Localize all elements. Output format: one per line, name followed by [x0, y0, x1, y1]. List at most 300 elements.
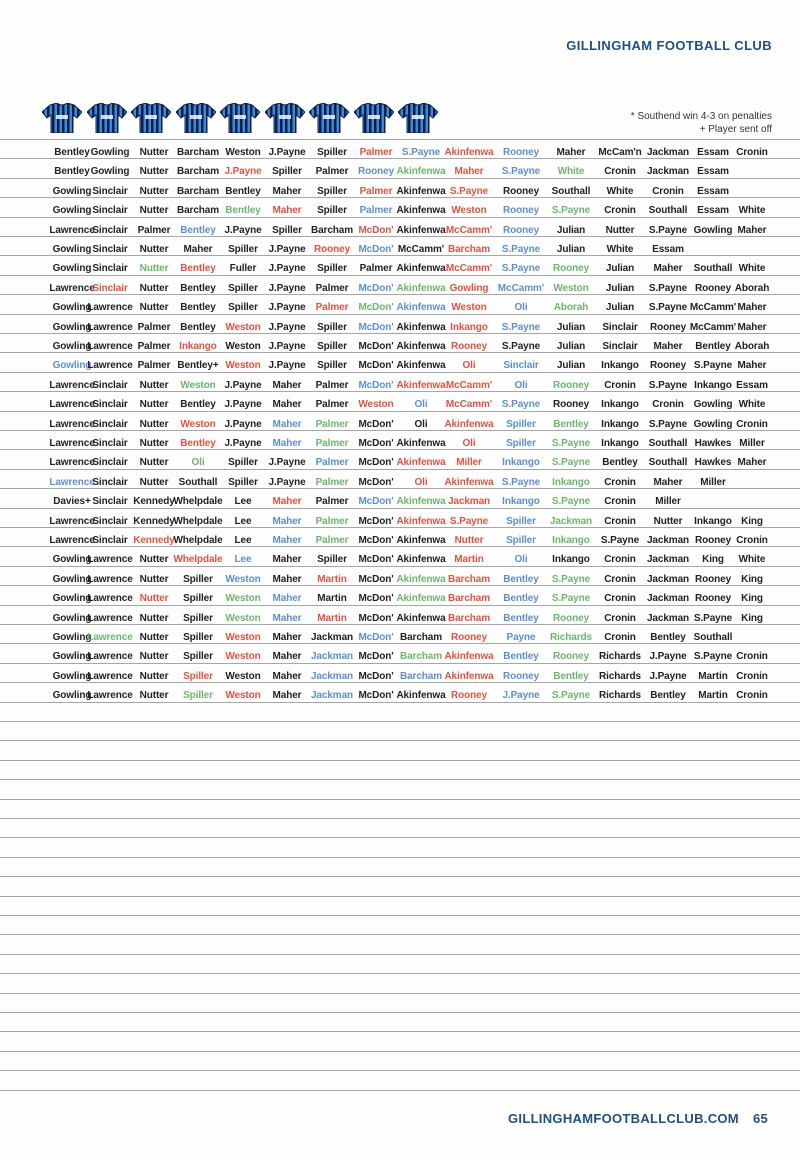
player-name: S.Payne: [551, 496, 591, 507]
player-name: Richards: [599, 690, 641, 701]
player-name: Jackman: [549, 516, 593, 527]
table-row: [0, 473, 800, 492]
page-number: 65: [752, 1111, 768, 1126]
player-name: Nutter: [139, 574, 169, 585]
player-name: Rooney: [694, 535, 732, 546]
rule-line: [0, 954, 800, 955]
player-name: Palmer: [315, 419, 349, 430]
player-name: Gowling: [52, 690, 92, 701]
rule-line: [0, 779, 800, 780]
player-name: Southall: [648, 438, 688, 449]
player-name: Palmer: [315, 457, 349, 468]
player-name: Spiller: [317, 341, 347, 352]
player-name: Barcham: [399, 651, 443, 662]
player-name: Julian: [556, 322, 586, 333]
table-row: [0, 609, 800, 628]
player-name: J.Payne: [268, 360, 306, 371]
player-name: Rooney: [552, 651, 590, 662]
table-row: [0, 201, 800, 220]
player-name: Whelpdale: [173, 516, 223, 527]
player-name: Gowling: [90, 166, 130, 177]
player-name: White: [606, 244, 634, 255]
player-name: Palmer: [315, 438, 349, 449]
player-name: Rooney: [694, 283, 732, 294]
player-name: Gowling: [90, 147, 130, 158]
player-name: Inkango: [601, 438, 639, 449]
rule-line: [0, 818, 800, 819]
player-name: Sinclair: [92, 477, 128, 488]
sent-off-note: + Player sent off: [699, 124, 772, 135]
player-name: Akinfenwa: [444, 419, 494, 430]
player-name: Maher: [183, 244, 213, 255]
player-name: Nutter: [139, 186, 169, 197]
player-name: S.Payne: [501, 341, 541, 352]
player-name: Palmer: [315, 496, 349, 507]
player-name: Weston: [225, 360, 261, 371]
player-name: Gowling: [693, 419, 733, 430]
player-name: Lawrence: [49, 535, 95, 546]
table-row: [0, 259, 800, 278]
player-name: S.Payne: [551, 438, 591, 449]
player-name: Nutter: [139, 690, 169, 701]
player-name: Spiller: [506, 516, 536, 527]
player-name: S.Payne: [501, 244, 541, 255]
player-name: McDon': [358, 438, 394, 449]
player-name: Maher: [272, 593, 302, 604]
player-name: Nutter: [139, 438, 169, 449]
player-name: Nutter: [139, 632, 169, 643]
player-name: Cronin: [736, 651, 768, 662]
player-name: Spiller: [228, 302, 258, 313]
player-name: Barcham: [176, 186, 220, 197]
player-name: Jackman: [646, 593, 690, 604]
player-name: Lawrence: [87, 574, 133, 585]
player-name: Oli: [191, 457, 205, 468]
player-name: Jackman: [447, 496, 491, 507]
player-name: Hawkes: [694, 438, 732, 449]
player-name: Martin: [317, 593, 347, 604]
player-name: Cronin: [652, 186, 684, 197]
player-name: McDon': [358, 341, 394, 352]
player-name: J.Payne: [224, 225, 262, 236]
player-name: Sinclair: [92, 438, 128, 449]
player-name: Lawrence: [87, 554, 133, 565]
rule-line: [0, 1090, 800, 1091]
table-row: [0, 376, 800, 395]
table-row: [0, 356, 800, 375]
player-name: Inkango: [601, 360, 639, 371]
player-name: J.Payne: [649, 671, 687, 682]
player-name: Barcham: [176, 166, 220, 177]
player-name: Rooney: [502, 186, 540, 197]
player-name: Maher: [272, 380, 302, 391]
player-name: Barcham: [310, 225, 354, 236]
player-name: Palmer: [359, 205, 393, 216]
player-name: McCamm': [397, 244, 445, 255]
player-name: Gowling: [52, 554, 92, 565]
player-name: Nutter: [139, 302, 169, 313]
player-name: Nutter: [139, 419, 169, 430]
table-row: [0, 182, 800, 201]
player-name: S.Payne: [648, 283, 688, 294]
player-name: Southall: [648, 205, 688, 216]
player-name: Bentley: [602, 457, 638, 468]
player-name: Bentley: [180, 399, 216, 410]
player-name: Essam: [697, 166, 729, 177]
player-name: Palmer: [315, 399, 349, 410]
player-name: Gowling: [52, 341, 92, 352]
player-name: White: [557, 166, 585, 177]
player-name: Spiller: [183, 613, 213, 624]
player-name: Nutter: [139, 263, 169, 274]
rule-line: [0, 934, 800, 935]
player-name: Hawkes: [694, 457, 732, 468]
table-row: [0, 240, 800, 259]
player-name: Miller: [655, 496, 681, 507]
player-name: McDon': [358, 690, 394, 701]
player-name: Weston: [225, 651, 261, 662]
player-name: Maher: [272, 496, 302, 507]
player-name: Inkango: [502, 457, 540, 468]
player-name: Palmer: [359, 263, 393, 274]
player-name: Rooney: [649, 360, 687, 371]
player-name: Lawrence: [87, 593, 133, 604]
player-name: Bentley: [180, 438, 216, 449]
player-name: Whelpdale: [173, 554, 223, 565]
player-name: King: [741, 574, 763, 585]
player-name: Palmer: [315, 477, 349, 488]
player-name: Spiller: [317, 205, 347, 216]
player-name: Bentley: [54, 166, 90, 177]
player-name: Maher: [737, 302, 767, 313]
player-name: Gowling: [693, 225, 733, 236]
player-name: Spiller: [228, 244, 258, 255]
player-name: Lawrence: [87, 302, 133, 313]
player-name: J.Payne: [268, 322, 306, 333]
player-name: Akinfenwa: [396, 283, 446, 294]
player-name: Jackman: [646, 535, 690, 546]
player-name: S.Payne: [501, 477, 541, 488]
rule-line: [0, 837, 800, 838]
player-name: Sinclair: [602, 322, 638, 333]
player-name: Southall: [693, 632, 733, 643]
player-name: Aborah: [734, 283, 770, 294]
player-name: Southall: [693, 263, 733, 274]
player-name: Lawrence: [49, 225, 95, 236]
table-row: [0, 589, 800, 608]
player-name: Richards: [550, 632, 592, 643]
player-name: Miller: [739, 438, 765, 449]
player-name: McDon': [358, 360, 394, 371]
player-name: Lawrence: [49, 399, 95, 410]
player-name: Nutter: [139, 477, 169, 488]
player-name: Jackman: [646, 554, 690, 565]
player-name: Akinfenwa: [396, 593, 446, 604]
player-name: J.Payne: [224, 399, 262, 410]
player-name: McDon': [358, 244, 394, 255]
player-name: Lee: [234, 535, 252, 546]
player-name: White: [738, 205, 766, 216]
player-name: Gowling: [449, 283, 489, 294]
player-name: Spiller: [317, 186, 347, 197]
player-name: McDon': [358, 283, 394, 294]
player-name: Julian: [556, 341, 586, 352]
player-name: Jackman: [646, 166, 690, 177]
rule-line: [0, 876, 800, 877]
player-name: Bentley: [180, 263, 216, 274]
player-name: S.Payne: [693, 613, 733, 624]
player-name: Cronin: [604, 516, 636, 527]
player-name: Oli: [462, 438, 476, 449]
rule-line: [0, 721, 800, 722]
player-name: Palmer: [315, 380, 349, 391]
player-name: Spiller: [506, 438, 536, 449]
player-name: Akinfenwa: [396, 322, 446, 333]
player-name: Nutter: [653, 516, 683, 527]
player-name: Cronin: [604, 496, 636, 507]
rule-line: [0, 1031, 800, 1032]
player-name: Essam: [652, 244, 684, 255]
player-name: Rooney: [694, 574, 732, 585]
player-name: Spiller: [272, 225, 302, 236]
player-name: Bentley: [180, 225, 216, 236]
player-name: Spiller: [183, 651, 213, 662]
player-name: Cronin: [604, 593, 636, 604]
table-row: [0, 686, 800, 705]
player-name: Aborah: [553, 302, 589, 313]
player-name: Palmer: [137, 341, 171, 352]
player-name: Barcham: [176, 147, 220, 158]
player-name: Oli: [514, 302, 528, 313]
player-name: Lawrence: [87, 341, 133, 352]
player-name: Akinfenwa: [396, 574, 446, 585]
table-row: [0, 453, 800, 472]
player-name: White: [606, 186, 634, 197]
player-name: Maher: [272, 690, 302, 701]
player-name: S.Payne: [648, 302, 688, 313]
rule-line: [0, 1051, 800, 1052]
player-name: Essam: [697, 205, 729, 216]
player-name: Weston: [225, 671, 261, 682]
player-name: Spiller: [183, 671, 213, 682]
player-name: Oli: [414, 399, 428, 410]
player-name: Jackman: [646, 613, 690, 624]
player-name: Whelpdale: [173, 535, 223, 546]
player-name: Lawrence: [87, 671, 133, 682]
player-name: Lawrence: [49, 457, 95, 468]
player-name: Spiller: [183, 632, 213, 643]
player-name: Whelpdale: [173, 496, 223, 507]
player-name: Lawrence: [49, 380, 95, 391]
player-name: Weston: [225, 632, 261, 643]
player-name: Spiller: [317, 322, 347, 333]
table-row: [0, 570, 800, 589]
table-row: [0, 221, 800, 240]
player-name: Nutter: [139, 457, 169, 468]
player-name: Nutter: [139, 166, 169, 177]
player-name: Gowling: [52, 632, 92, 643]
player-name: Kennedy: [133, 496, 175, 507]
player-name: Bentley: [225, 186, 261, 197]
player-name: Maher: [272, 671, 302, 682]
player-name: Nutter: [605, 225, 635, 236]
player-name: Jackman: [310, 690, 354, 701]
player-name: Akinfenwa: [396, 380, 446, 391]
player-name: Maher: [272, 574, 302, 585]
player-name: Gowling: [52, 263, 92, 274]
player-name: Palmer: [315, 535, 349, 546]
player-name: Barcham: [447, 574, 491, 585]
player-name: Cronin: [736, 535, 768, 546]
player-name: Weston: [225, 690, 261, 701]
player-name: Inkango: [552, 554, 590, 565]
player-name: Cronin: [736, 671, 768, 682]
player-name: Inkango: [694, 516, 732, 527]
player-name: Inkango: [552, 535, 590, 546]
player-name: Inkango: [502, 496, 540, 507]
player-name: Maher: [272, 554, 302, 565]
table-row: [0, 647, 800, 666]
player-name: Lawrence: [87, 613, 133, 624]
player-name: Weston: [225, 341, 261, 352]
player-name: S.Payne: [693, 651, 733, 662]
player-name: J.Payne: [649, 651, 687, 662]
player-name: McDon': [358, 632, 394, 643]
player-name: Nutter: [454, 535, 484, 546]
player-name: S.Payne: [501, 166, 541, 177]
table-row: [0, 415, 800, 434]
player-name: Maher: [272, 399, 302, 410]
player-name: McDon': [358, 457, 394, 468]
rule-line: [0, 857, 800, 858]
rule-line: [0, 973, 800, 974]
player-name: S.Payne: [501, 322, 541, 333]
player-name: Bentley+: [177, 360, 219, 371]
player-name: Palmer: [359, 147, 393, 158]
player-name: S.Payne: [501, 399, 541, 410]
player-name: Nutter: [139, 283, 169, 294]
player-name: Cronin: [736, 419, 768, 430]
player-name: McCamm': [689, 322, 737, 333]
player-name: Palmer: [315, 516, 349, 527]
player-name: Rooney: [450, 690, 488, 701]
player-name: Sinclair: [92, 244, 128, 255]
rule-line: [0, 896, 800, 897]
player-name: Spiller: [317, 360, 347, 371]
player-name: McDon': [358, 651, 394, 662]
player-name: Southall: [648, 457, 688, 468]
player-name: S.Payne: [693, 360, 733, 371]
player-name: Maher: [272, 613, 302, 624]
player-name: McCamm': [497, 283, 545, 294]
player-name: Sinclair: [92, 225, 128, 236]
player-name: McCamm': [445, 225, 493, 236]
rule-line: [0, 993, 800, 994]
table-row: [0, 531, 800, 550]
player-name: Kennedy: [133, 516, 175, 527]
player-name: Inkango: [552, 477, 590, 488]
player-name: Nutter: [139, 554, 169, 565]
player-name: Weston: [451, 205, 487, 216]
player-name: Inkango: [601, 419, 639, 430]
player-name: Bentley: [553, 419, 589, 430]
player-name: J.Payne: [224, 438, 262, 449]
player-name: Cronin: [736, 147, 768, 158]
player-name: Lawrence: [87, 651, 133, 662]
player-name: McDon': [358, 554, 394, 565]
table-row: [0, 434, 800, 453]
player-name: Maher: [653, 341, 683, 352]
player-name: Maher: [272, 535, 302, 546]
player-name: J.Payne: [268, 283, 306, 294]
player-name: Davies+: [53, 496, 91, 507]
player-name: Martin: [317, 613, 347, 624]
table-row: [0, 492, 800, 511]
player-name: J.Payne: [268, 477, 306, 488]
player-name: Nutter: [139, 244, 169, 255]
player-name: Akinfenwa: [444, 147, 494, 158]
player-name: McDon': [358, 574, 394, 585]
player-name: Rooney: [502, 205, 540, 216]
player-name: Gowling: [52, 322, 92, 333]
player-name: Spiller: [272, 166, 302, 177]
player-name: King: [741, 516, 763, 527]
player-name: Lee: [234, 516, 252, 527]
player-name: Inkango: [179, 341, 217, 352]
rule-line: [0, 740, 800, 741]
player-name: Inkango: [601, 399, 639, 410]
player-name: Oli: [414, 419, 428, 430]
player-name: Bentley: [54, 147, 90, 158]
player-name: S.Payne: [449, 516, 489, 527]
player-name: Akinfenwa: [396, 554, 446, 565]
player-name: Spiller: [183, 593, 213, 604]
player-name: Julian: [605, 283, 635, 294]
player-name: Cronin: [736, 690, 768, 701]
player-name: Akinfenwa: [396, 205, 446, 216]
player-name: White: [738, 263, 766, 274]
player-name: King: [741, 613, 763, 624]
player-name: Spiller: [317, 147, 347, 158]
player-name: Maher: [454, 166, 484, 177]
player-name: Bentley: [180, 322, 216, 333]
rule-line: [0, 1070, 800, 1071]
player-name: McDon': [358, 477, 394, 488]
player-name: Richards: [599, 651, 641, 662]
player-name: Lawrence: [87, 690, 133, 701]
player-name: Gowling: [52, 302, 92, 313]
penalties-note: * Southend win 4-3 on penalties: [630, 111, 772, 122]
player-name: Bentley: [650, 690, 686, 701]
player-name: Maher: [737, 322, 767, 333]
player-name: Lawrence: [49, 283, 95, 294]
rule-line: [0, 139, 800, 140]
player-name: Barcham: [447, 244, 491, 255]
player-name: Rooney: [552, 263, 590, 274]
player-name: Akinfenwa: [396, 263, 446, 274]
player-name: Bentley: [503, 651, 539, 662]
player-name: Essam: [736, 380, 768, 391]
player-name: Maher: [737, 457, 767, 468]
table-row: [0, 395, 800, 414]
player-name: Lee: [234, 496, 252, 507]
player-name: Akinfenwa: [396, 302, 446, 313]
player-name: Julian: [556, 244, 586, 255]
player-name: Southall: [551, 186, 591, 197]
player-name: Fuller: [229, 263, 257, 274]
player-name: Weston: [225, 574, 261, 585]
player-name: S.Payne: [648, 419, 688, 430]
